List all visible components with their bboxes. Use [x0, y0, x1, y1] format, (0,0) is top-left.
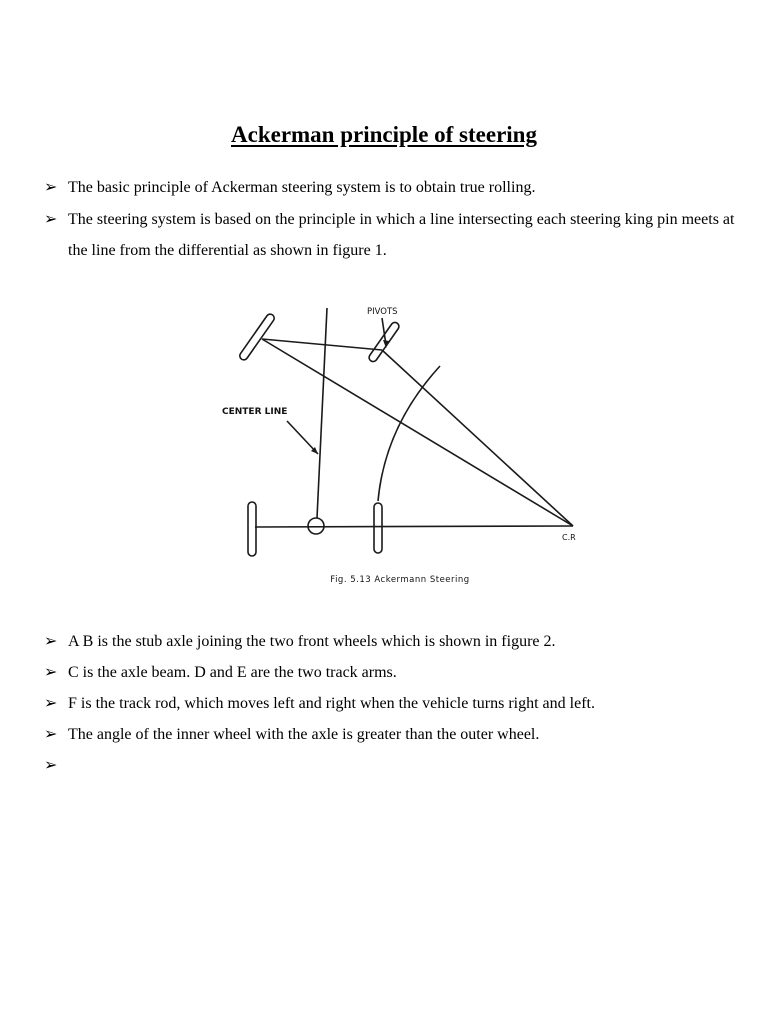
turning-arc: [378, 366, 440, 501]
bullet-text: C is the axle beam. D and E are the two track arms.: [68, 664, 397, 681]
inner-projection-line: [262, 339, 573, 526]
rear-axle-line: [255, 526, 573, 527]
bullet-text: A B is the stub axle joining the two front wheels which is shown in figure 2.: [68, 633, 556, 650]
list-item: [44, 172, 744, 203]
list-item: [44, 204, 744, 266]
bullet-text: The steering system is based on the principle in which a line intersecting each steering king pin meets at the line from the differential as shown in figure 1.: [68, 211, 735, 259]
list-item: [44, 626, 744, 657]
cr-label: C.R: [562, 533, 576, 542]
outer-projection-line: [382, 350, 573, 526]
front-left-wheel: [238, 313, 276, 362]
bullet-text: F is the track rod, which moves left and right when the vehicle turns right and left.: [68, 695, 595, 712]
bullet-text: The basic principle of Ackerman steering system is to obtain true rolling.: [68, 179, 536, 196]
arrow-bullet-icon: ➢: [44, 695, 58, 712]
page-title: Ackerman principle of steering: [231, 122, 537, 147]
figure-caption: Fig. 5.13 Ackermann Steering: [330, 575, 470, 585]
ackermann-steering-figure: [200, 296, 600, 590]
front-axle-line: [262, 339, 382, 350]
arrow-bullet-icon: ➢: [44, 211, 58, 228]
arrow-bullet-icon: ➢: [44, 179, 58, 196]
pivots-label: PIVOTS: [367, 307, 398, 317]
arrow-bullet-icon: ➢: [44, 757, 58, 774]
bullet-text: The angle of the inner wheel with the axle is greater than the outer wheel.: [68, 726, 540, 743]
rear-right-wheel: [374, 503, 382, 553]
list-item: [44, 657, 744, 688]
arrow-bullet-icon: ➢: [44, 726, 58, 743]
rear-left-wheel: [248, 502, 256, 556]
arrow-bullet-icon: ➢: [44, 633, 58, 650]
list-item: [44, 688, 744, 719]
list-item: [44, 719, 744, 750]
center-line: [317, 308, 327, 518]
center-line-label: CENTER LINE: [222, 407, 288, 417]
arrow-bullet-icon: ➢: [44, 664, 58, 681]
